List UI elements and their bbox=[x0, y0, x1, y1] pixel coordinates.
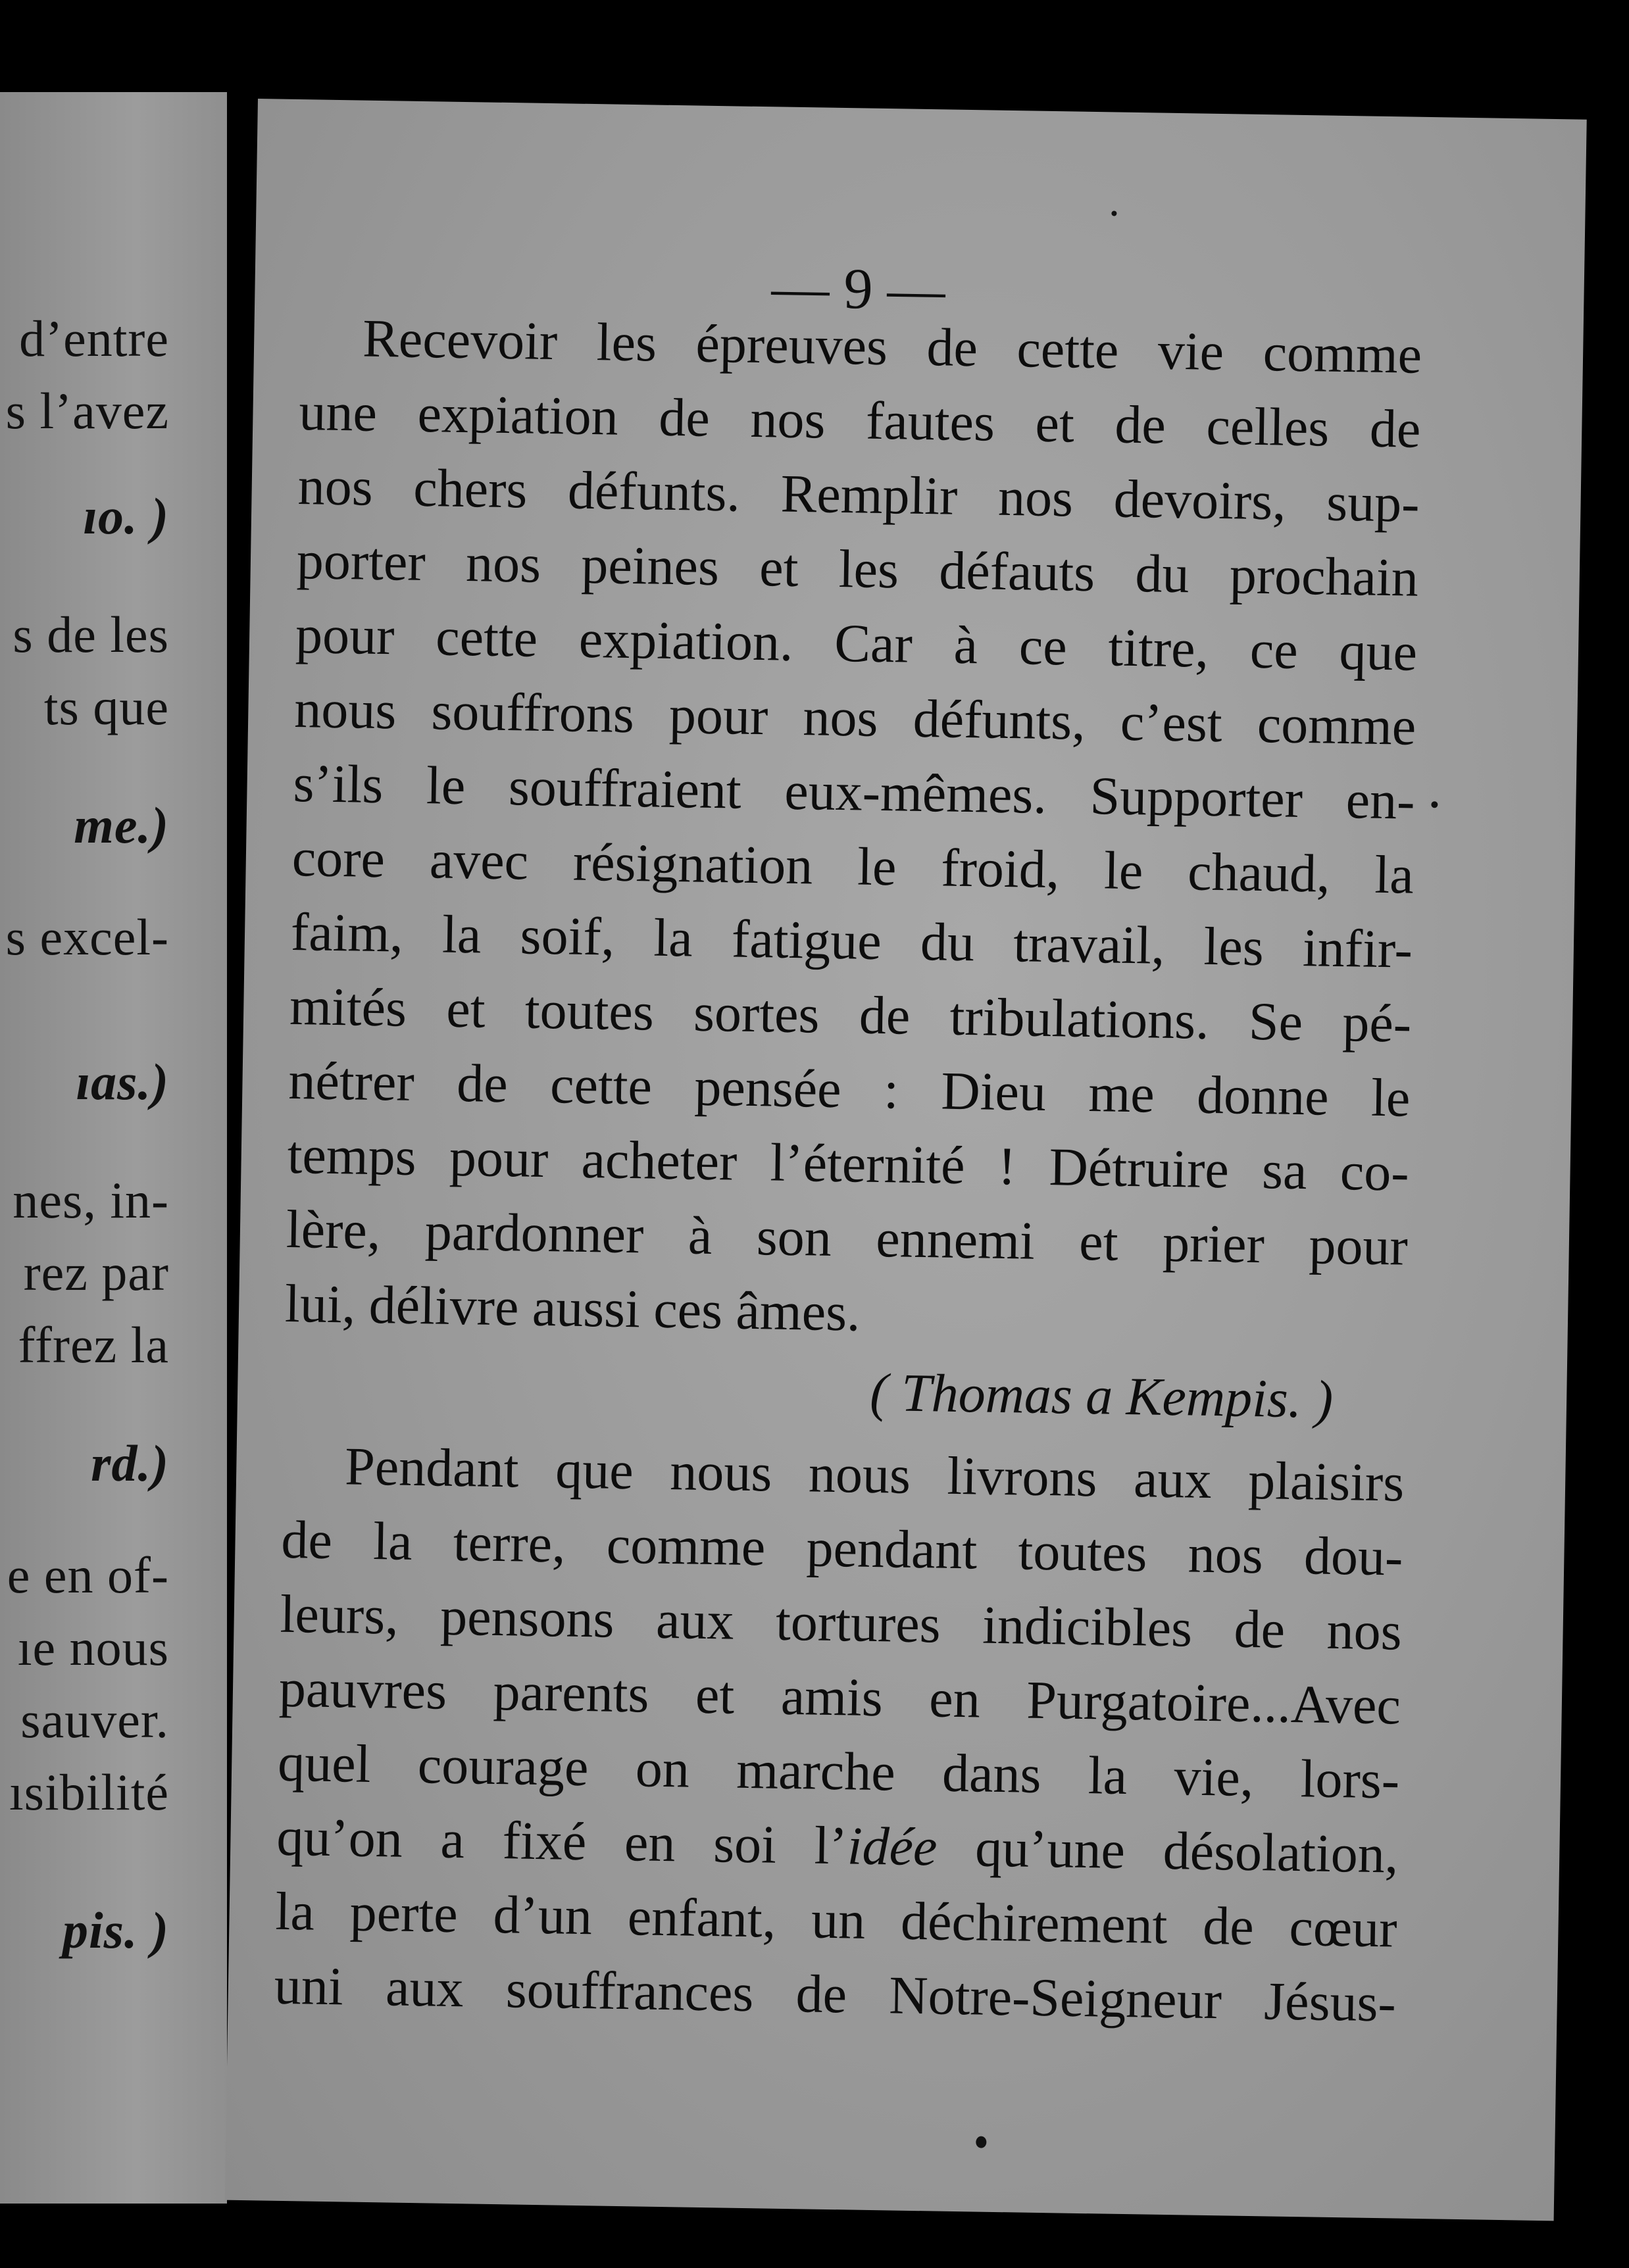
text-line: la perte d’un enfant, un déchirement de cœur bbox=[275, 1881, 1398, 1959]
text-line: de la terre, comme pendant toutes nos dou- bbox=[280, 1509, 1404, 1587]
page-number: — 9 — bbox=[770, 256, 946, 323]
text-line: temps pour acheter l’éternité ! Détruire sa co- bbox=[287, 1124, 1410, 1202]
text-line: nous souffrons pour nos défunts, c’est comme bbox=[293, 678, 1416, 756]
left-page-line: rez par bbox=[23, 1244, 169, 1301]
left-page-line: s l’avez bbox=[5, 382, 169, 439]
text-fragment: qu’on a fixé en soi l’ bbox=[276, 1806, 848, 1876]
ink-speck bbox=[1111, 210, 1116, 216]
ink-speck bbox=[976, 2136, 986, 2148]
page-9 bbox=[225, 99, 1587, 2221]
left-page-line: s excel- bbox=[5, 908, 169, 966]
text-line: pour cette expiation. Car à ce titre, ce que bbox=[295, 604, 1418, 682]
text-line: Recevoir les épreuves de cette vie comme bbox=[362, 308, 1422, 385]
left-page-line: sauver. bbox=[20, 1691, 169, 1748]
text-line: Pendant que nous nous livrons aux plaisirs bbox=[344, 1436, 1405, 1513]
text-line: faim, la soif, la fatigue du travail, les infir- bbox=[290, 901, 1413, 979]
text-line: leurs, pensons aux tortures indicibles de nos bbox=[280, 1583, 1403, 1662]
left-page-line: ffrez la bbox=[18, 1316, 169, 1373]
text-line: lui, délivre aussi ces âmes. bbox=[284, 1273, 861, 1343]
left-page-line: ıe nous bbox=[17, 1619, 169, 1676]
left-page-signature: pis. ) bbox=[63, 1902, 169, 1959]
quote-attribution: ( Thomas a Kempis. ) bbox=[869, 1362, 1334, 1429]
text-line: lère, pardonner à son ennemi et prier pour bbox=[286, 1198, 1409, 1277]
ink-speck bbox=[1431, 801, 1438, 808]
text-line: porter nos peines et les défauts du prochain bbox=[296, 530, 1419, 608]
page-text bbox=[274, 300, 1422, 2040]
text-line: quel courage on marche dans la vie, lors- bbox=[277, 1732, 1400, 1810]
italic-word: idée bbox=[847, 1815, 938, 1877]
left-page-line: s de les bbox=[13, 606, 169, 663]
text-line: nétrer de cette pensée : Dieu me donne le bbox=[288, 1050, 1411, 1128]
left-page-signature: ıo. ) bbox=[83, 487, 169, 545]
left-page-line: ts que bbox=[43, 678, 169, 735]
left-page-signature: ıas.) bbox=[76, 1053, 169, 1110]
left-page-line: nes, in- bbox=[13, 1171, 169, 1229]
text-line: uni aux souffrances de Notre-Seigneur Jésus- bbox=[274, 1955, 1397, 2033]
left-page-line: ısibilité bbox=[9, 1763, 169, 1821]
left-page-signature: rd.) bbox=[91, 1435, 169, 1492]
text-line: mités et toutes sortes de tribulations. Se pé- bbox=[289, 975, 1412, 1054]
text-line: une expiation de nos fautes et de celles de bbox=[298, 382, 1422, 459]
text-fragment: qu’une désolation, bbox=[936, 1817, 1399, 1885]
text-line: core avec résignation le froid, le chaud, la bbox=[291, 827, 1415, 905]
text-line: pauvres parents et amis en Purgatoire...Avec bbox=[278, 1658, 1401, 1736]
left-page-signature: me.) bbox=[74, 797, 169, 854]
text-line: nos chers défunts. Remplir nos devoirs, sup- bbox=[297, 456, 1420, 533]
left-page-line: e en of- bbox=[7, 1546, 169, 1604]
previous-page-fragment bbox=[0, 92, 227, 2204]
text-line: s’ils le souffraient eux-mêmes. Supporter en- bbox=[292, 752, 1416, 831]
left-page-line: d’entre bbox=[19, 310, 169, 367]
